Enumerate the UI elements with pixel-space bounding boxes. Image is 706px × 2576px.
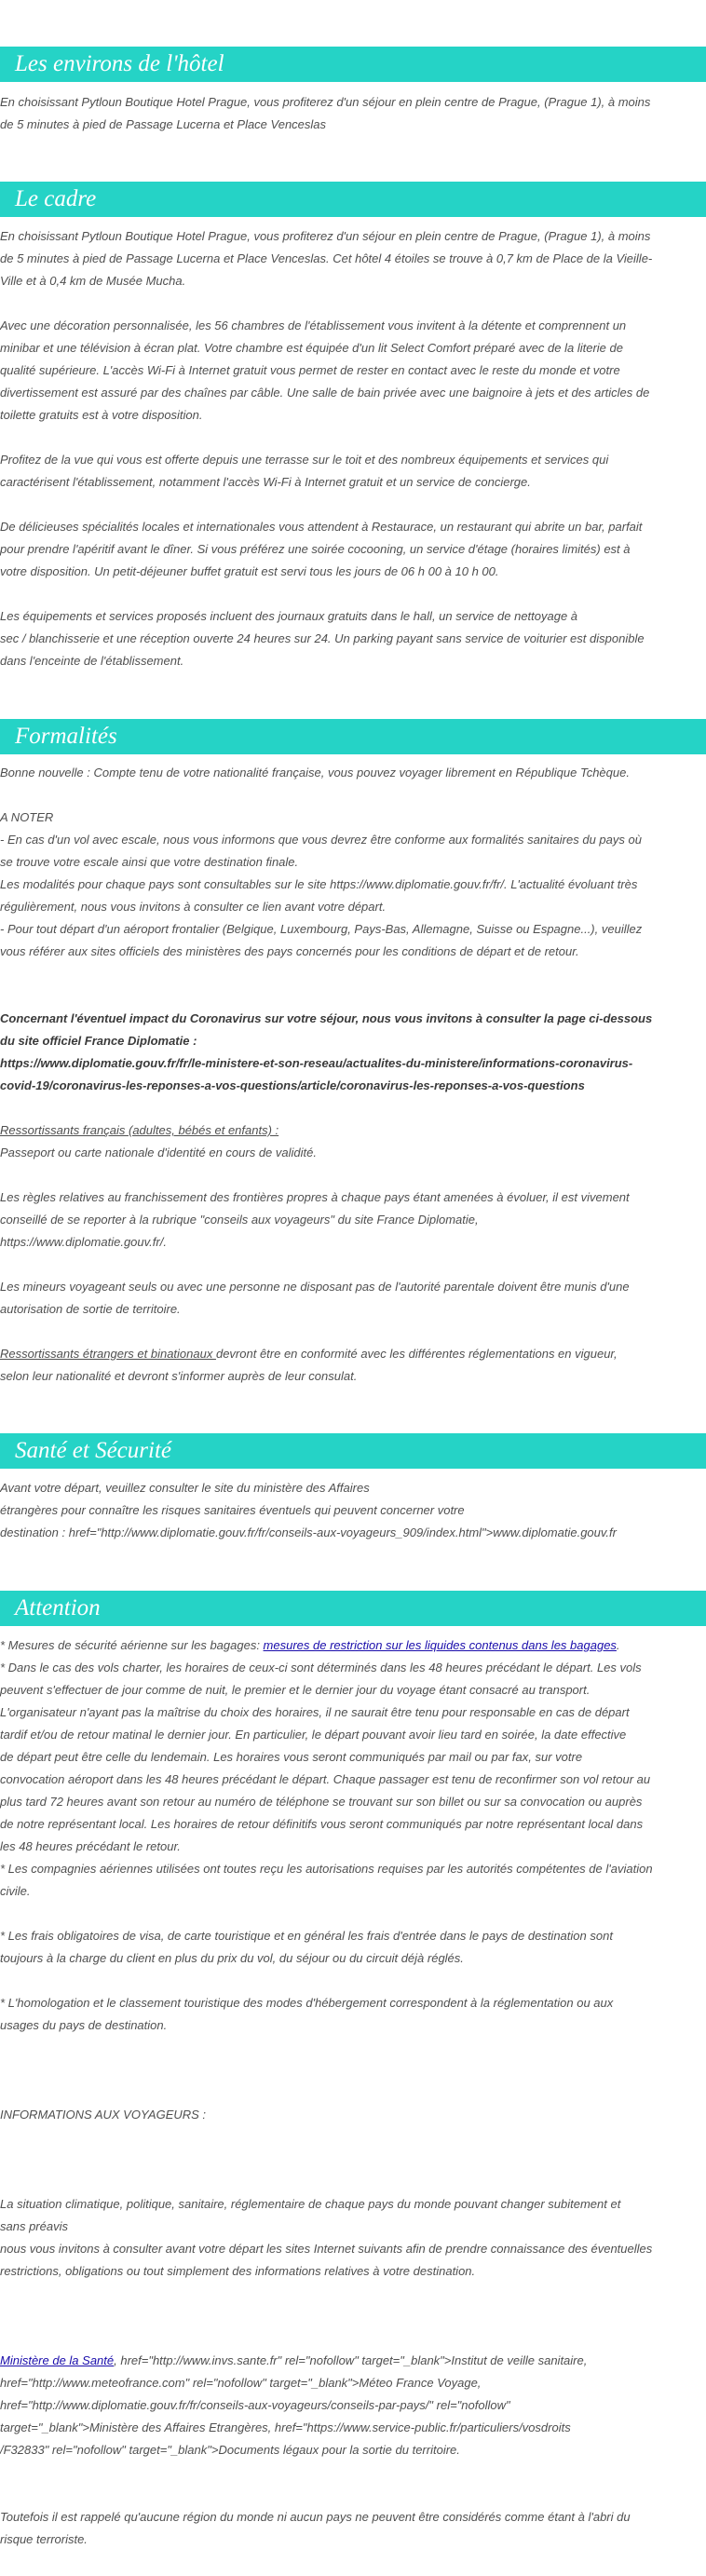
securite-prefix: * Mesures de sécurité aérienne sur les bagages: <box>0 1638 264 1652</box>
text-line: caractérisent l'établissement, notamment l'accès Wi-Fi à Internet gratuit et un service de concierge. <box>0 475 531 489</box>
attention-ministere-links <box>0 2350 704 2461</box>
text-line: INFORMATIONS AUX VOYAGEURS : <box>0 2108 207 2122</box>
text-line: étrangères pour connaître les risques sanitaires éventuels qui peuvent concerner votre <box>0 1503 465 1517</box>
attention-charter <box>0 1657 704 1903</box>
text-line: covid-19/coronavirus-les-reponses-a-vos-questions/article/coronavirus-les-reponses-a-vos-questions <box>0 1078 585 1092</box>
text-line: vous référer aux sites officiels des ministères des pays concernés pour les conditions de départ et de retour. <box>0 944 579 958</box>
text-line: de notre représentant local. Les horaires de retour définitifs vous seront communiqués par notre représentant local dans <box>0 1817 644 1831</box>
text-line: Les modalités pour chaque pays sont consultables sur le site https://www.diplomatie.gouv.fr/fr/. L'actualité évoluant très <box>0 877 638 891</box>
text-line: nous vous invitons à consulter avant votre départ les sites Internet suivants afin de prendre connaissance des éventuelles <box>0 2242 653 2256</box>
formalites-mineurs <box>0 1276 704 1321</box>
text-line: Profitez de la vue qui vous est offerte depuis une terrasse sur le toit et des nombreux équipements et services qui <box>0 453 609 467</box>
text-line: Concernant l'éventuel impact du Coronavirus sur votre séjour, nous vous invitons à consulter la page ci-dessous <box>0 1011 653 1025</box>
text-line: convocation aéroport dans les 48 heures précédant le départ. Chaque passager est tenu de reconfirmer son vol retour au <box>0 1772 651 1786</box>
text-line: selon leur nationalité et devront s'informer auprès de leur consulat. <box>0 1369 358 1383</box>
text-line: https://www.diplomatie.gouv.fr/fr/le-ministere-et-son-reseau/actualites-du-ministere/informations-coronavirus- <box>0 1056 633 1070</box>
text-line: href="http://www.meteofrance.com" rel="nofollow" target="_blank">Méteo France Voyage, <box>0 2376 482 2390</box>
cadre-paragraph-2 <box>0 315 704 427</box>
text-line: * Dans le cas des vols charter, les horaires de ceux-ci sont déterminés dans les 48 heures précédant le départ. Les vols <box>0 1661 642 1674</box>
text-line: peuvent s'effectuer de jour comme de nuit, le premier et le dernier jour du voyage étant consacré au transport. <box>0 1683 591 1697</box>
text-line: régulièrement, nous vous invitons à consulter ce lien avant votre départ. <box>0 900 387 914</box>
securite-suffix: . <box>616 1638 620 1652</box>
text-line: qualité supérieure. L'accès Wi-Fi à Internet gratuit vous permet de rester en contact avec le reste du monde et votre <box>0 363 620 377</box>
text-line: usages du pays de destination. <box>0 2018 168 2032</box>
section-title-formalites: Formalités <box>0 719 706 754</box>
text-line: du site officiel France Diplomatie : <box>0 1034 197 1048</box>
text-line: Bonne nouvelle : Compte tenu de votre nationalité française, vous pouvez voyager librement en République Tchèque. <box>0 766 630 780</box>
text-line: toujours à la charge du client en plus du prix du vol, du séjour ou du circuit déjà réglés. <box>0 1951 464 1965</box>
text-line: href="http://www.diplomatie.gouv.fr/fr/conseils-aux-voyageurs/conseils-par-pays/" rel="nofollow" <box>0 2398 510 2412</box>
text-line: En choisissant Pytloun Boutique Hotel Prague, vous profiterez d'un séjour en plein centre de Prague, (Prague 1), à moins <box>0 229 651 243</box>
text-line: Les mineurs voyageant seuls ou avec une personne ne disposant pas de l'autorité parentale doivent être munis d'une <box>0 1280 630 1294</box>
attention-infos-title <box>0 2104 704 2126</box>
text-line: pour prendre l'apéritif avant le dîner. Si vous préférez une soirée cocooning, un service d'étage (horaires limités) est à <box>0 542 631 556</box>
text-line: autorisation de sortie de territoire. <box>0 1302 181 1316</box>
formalites-etrangers <box>0 1343 704 1388</box>
attention-terrorisme <box>0 2506 704 2551</box>
text-line <box>0 1634 704 1657</box>
formalites-a-noter <box>0 807 704 963</box>
formalites-ressortissants-fr <box>0 1119 704 1164</box>
text-line: Les règles relatives au franchissement des frontières propres à chaque pays étant amenées à évoluer, il est vivement <box>0 1190 630 1204</box>
text-line: restrictions, obligations ou tout simplement des informations relatives à votre destination. <box>0 2264 476 2278</box>
cadre-paragraph-4 <box>0 516 704 583</box>
text-line: divertissement est assuré par des chaînes par câble. Une salle de bain privée avec une baignoire à jets et des articles de <box>0 386 650 400</box>
text-line: destination : href="http://www.diplomatie.gouv.fr/fr/conseils-aux-voyageurs_909/index.html">www.diplomatie.gouv.fr <box>0 1525 617 1539</box>
text-line: Avant votre départ, veuillez consulter le site du ministère des Affaires <box>0 1481 370 1495</box>
formalites-regles <box>0 1186 704 1254</box>
text-line: - En cas d'un vol avec escale, nous vous informons que vous devrez être conforme aux formalités sanitaires du pays où <box>0 833 642 847</box>
section-title-attention: Attention <box>0 1591 706 1626</box>
text-line: les 48 heures précédant le retour. <box>0 1839 181 1853</box>
text-line: toilette gratuits est à votre disposition. <box>0 408 203 422</box>
text-line: minibar et une télévision à écran plat. Votre chambre est équipée d'un lit Select Comfort préparé avec de la literie de <box>0 341 623 355</box>
attention-climat <box>0 2193 704 2283</box>
text-line: civile. <box>0 1884 31 1898</box>
environs-text <box>0 91 704 136</box>
etrangers-text: devront être en conformité avec les différentes réglementations en vigueur, <box>215 1347 618 1361</box>
ministere-sante-link[interactable]: Ministère de la Santé <box>0 2353 115 2367</box>
section-title-sante: Santé et Sécurité <box>0 1433 706 1469</box>
formalites-covid-notice <box>0 1008 704 1097</box>
text-line: * Les frais obligatoires de visa, de carte touristique et en général les frais d'entrée dans le pays de destination sont <box>0 1929 613 1943</box>
text-line: Passeport ou carte nationale d'identité en cours de validité. <box>0 1146 317 1159</box>
text-line: Ville et à 0,4 km de Musée Mucha. <box>0 274 186 288</box>
text-line: * L'homologation et le classement touristique des modes d'hébergement correspondent à la réglementation ou aux <box>0 1996 614 2010</box>
text-line: de 5 minutes à pied de Passage Lucerna et Place Venceslas <box>0 117 327 131</box>
text-line: dans l'enceinte de l'établissement. <box>0 654 184 668</box>
text-line: Avec une décoration personnalisée, les 56 chambres de l'établissement vous invitent à la détente et comprennent un <box>0 319 627 332</box>
text-line: L'organisateur n'ayant pas la maîtrise du choix des horaires, il ne saurait être tenu pour responsable en cas de départ <box>0 1705 630 1719</box>
text-line: Toutefois il est rappelé qu'aucune région du monde ni aucun pays ne peuvent être considérés comme étant à l'abri du <box>0 2510 631 2524</box>
text-line: tardif et/ou de retour matinal le dernier jour. En particulier, le départ pouvant avoir lieu tard en soirée, la date effective <box>0 1728 627 1742</box>
cadre-paragraph-3 <box>0 449 704 494</box>
text-line <box>0 1343 704 1365</box>
text-line: sans préavis <box>0 2219 68 2233</box>
text-line: * Les compagnies aériennes utilisées ont toutes reçu les autorisations requises par les autorités compétentes de l'aviation <box>0 1862 653 1876</box>
text-line: /F32833" rel="nofollow" target="_blank">Documents légaux pour la sortie du territoire. <box>0 2443 460 2457</box>
text-line: - Pour tout départ d'un aéroport frontalier (Belgique, Luxembourg, Pays-Bas, Allemagne, Suisse ou Espagne...), veuillez <box>0 922 643 936</box>
text-line: se trouve votre escale ainsi que votre destination finale. <box>0 855 299 869</box>
text-line: target="_blank">Ministère des Affaires Etrangères, href="https://www.service-public.fr/particuliers/vosdroits <box>0 2420 571 2434</box>
text-line: risque terroriste. <box>0 2532 88 2546</box>
sante-text <box>0 1477 704 1544</box>
formalites-intro <box>0 762 704 784</box>
text-line: De délicieuses spécialités locales et internationales vous attendent à Restaurace, un restaurant qui abrite un bar, parfait <box>0 520 643 534</box>
text-line <box>0 2350 704 2372</box>
cadre-paragraph-5 <box>0 605 704 672</box>
attention-homologation <box>0 1992 704 2037</box>
attention-frais <box>0 1925 704 1970</box>
text-line: Les équipements et services proposés incluent des journaux gratuits dans le hall, un service de nettoyage à <box>0 609 578 623</box>
text-line: de 5 minutes à pied de Passage Lucerna et Place Venceslas. Cet hôtel 4 étoiles se trouve à 0,7 km de Place de la Vieille- <box>0 251 653 265</box>
text-line: A NOTER <box>0 810 54 824</box>
text-line: https://www.diplomatie.gouv.fr/. <box>0 1235 167 1249</box>
text-line: La situation climatique, politique, sanitaire, réglementaire de chaque pays du monde pouvant changer subitement et <box>0 2197 621 2211</box>
etrangers-label: Ressortissants étrangers et binationaux <box>0 1347 216 1361</box>
attention-securite <box>0 1634 704 1657</box>
text-line: conseillé de se reporter à la rubrique "conseils aux voyageurs" du site France Diplomatie, <box>0 1213 479 1227</box>
section-title-environs: Les environs de l'hôtel <box>0 47 706 82</box>
text-line: sec / blanchisserie et une réception ouverte 24 heures sur 24. Un parking payant sans service de voiturier est disponible <box>0 631 645 645</box>
ministere-rest: , href="http://www.invs.sante.fr" rel="nofollow" target="_blank">Institut de veille sanitaire, <box>114 2353 588 2367</box>
text-line: votre disposition. Un petit-déjeuner buffet gratuit est servi tous les jours de 06 h 00 à 10 h 00. <box>0 564 499 578</box>
text-line: plus tard 72 heures avant son retour au numéro de téléphone se trouvant sur son billet ou sur sa convocation ou auprès <box>0 1795 643 1809</box>
ressortissants-fr-label: Ressortissants français (adultes, bébés et enfants) : <box>0 1123 279 1137</box>
text-line: de départ peut être celle du lendemain. Les horaires vous seront communiqués par mail ou par fax, sur votre <box>0 1750 583 1764</box>
cadre-paragraph-1 <box>0 225 704 292</box>
section-title-cadre: Le cadre <box>0 182 706 217</box>
text-line: En choisissant Pytloun Boutique Hotel Prague, vous profiterez d'un séjour en plein centre de Prague, (Prague 1), à moins <box>0 95 651 109</box>
liquides-restriction-link[interactable]: mesures de restriction sur les liquides contenus dans les bagages <box>263 1638 617 1652</box>
